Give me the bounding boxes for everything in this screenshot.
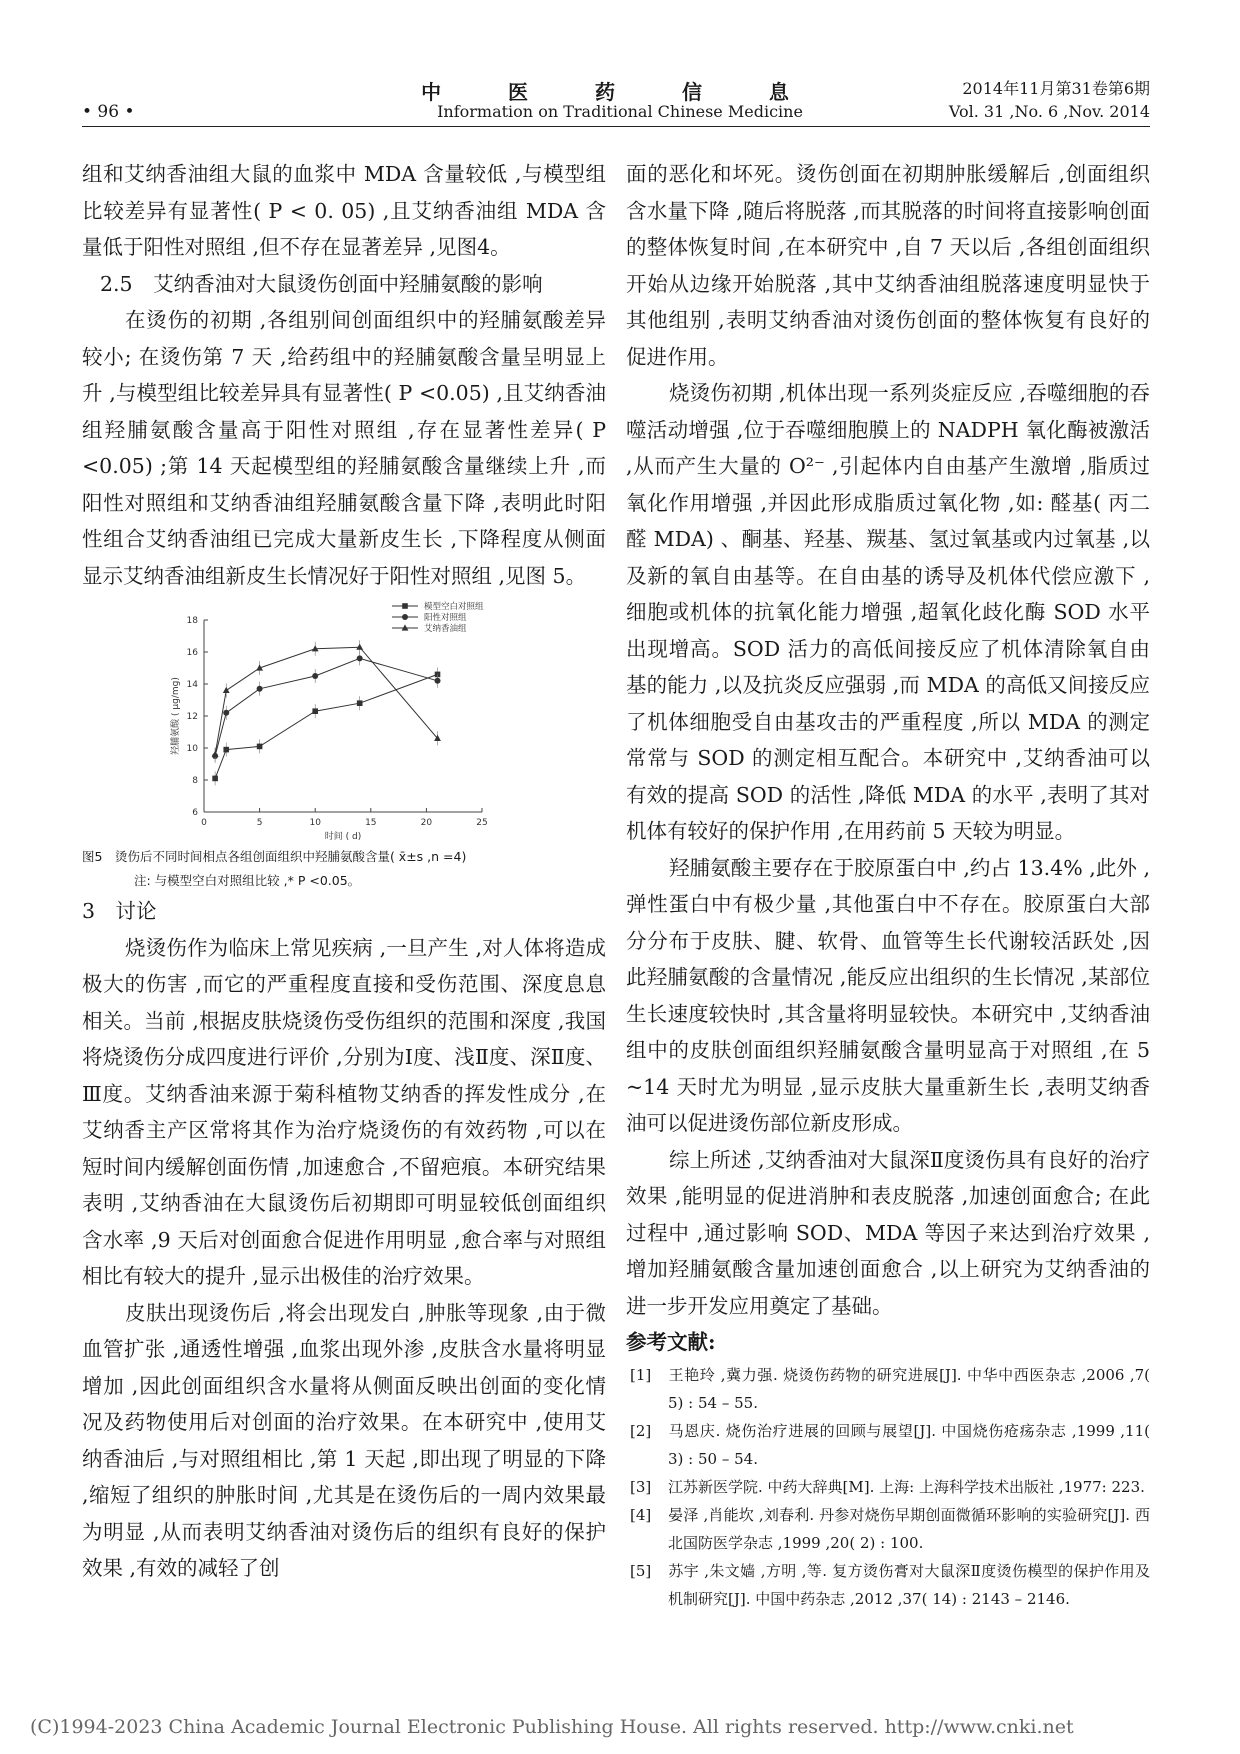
paragraph: 烧烫伤初期 ,机体出现一系列炎症反应 ,吞噬细胞的吞噬活动增强 ,位于吞噬细胞膜上的 NADPH 氧化酶被激活 ,从而产生大量的 O²⁻ ,引起体内自由基产生激增 ,脂质过氧化作用增强 ,并因此形成脂质过氧化物 ,如: 醛基( 丙二醛 MDA) 、酮基、羟基、羰基、氢过氧基或内过氧基 ,以及新的氧自由基等。在自由基的诱导及机体代偿应激下 ,细胞或机体的抗氧化能力增强 ,超氧化歧化酶 SOD 水平出现增高。SOD 活力的高低间接反应了机体清除氧自由基的能力 ,以及抗炎反应强弱 ,而 MDA 的高低又间接反应了机体细胞受自由基攻击的严重程度 ,所以 MDA 的测定常常与 SOD 的测定相互配合。本研究中 ,艾纳香油可以有效的提高 SOD 的活性 ,降低 MDA 的水平 ,表明了其对机体有较好的保护作用 ,在用药前 5 天较为明显。 bbox=[626, 381, 1150, 843]
x-tick-label: 5 bbox=[256, 818, 263, 828]
y-tick-label: 18 bbox=[186, 616, 198, 626]
reference-list bbox=[626, 1361, 1150, 1613]
legend-label: 阳性对照组 bbox=[424, 613, 467, 623]
series-line bbox=[215, 647, 437, 754]
reference-item bbox=[626, 1361, 1150, 1417]
data-point bbox=[356, 644, 363, 650]
page-number: • 96 • bbox=[82, 102, 135, 122]
data-point bbox=[312, 673, 318, 679]
journal-title-en: Information on Traditional Chinese Medicine bbox=[437, 102, 803, 121]
data-point bbox=[212, 751, 219, 757]
reference-text: 江苏新医学院. 中药大辞典[M]. 上海: 上海科学技术出版社 ,1977: 223. bbox=[668, 1477, 1145, 1496]
data-point bbox=[223, 747, 229, 753]
y-tick-label: 6 bbox=[192, 808, 198, 818]
data-point bbox=[402, 614, 408, 620]
reference-number: [5] bbox=[630, 1561, 652, 1580]
x-tick-label: 25 bbox=[476, 818, 488, 828]
issue-date: 2014年11月第31卷第6期 bbox=[962, 79, 1150, 98]
reference-number: [4] bbox=[630, 1505, 652, 1524]
hydroxyproline-line-chart bbox=[142, 598, 542, 841]
section-heading-3: 3 讨论 bbox=[82, 899, 157, 923]
paragraph: 组和艾纳香油组大鼠的血浆中 MDA 含量较低 ,与模型组比较差异有显著性( P < 0. 05) ,且艾纳香油组 MDA 含量低于阳性对照组 ,但不存在显著差异 ,见图4。 bbox=[82, 162, 606, 259]
y-tick-label: 14 bbox=[186, 680, 198, 690]
x-tick-label: 20 bbox=[420, 818, 433, 828]
x-tick-label: 0 bbox=[201, 818, 207, 828]
issue-volume: Vol. 31 ,No. 6 ,Nov. 2014 bbox=[948, 102, 1150, 121]
reference-text: 马恩庆. 烧伤治疗进展的回顾与展望[J]. 中国烧伤疮疡杂志 ,1999 ,11( 3) : 50 – 54. bbox=[668, 1421, 1150, 1468]
paragraph: 综上所述 ,艾纳香油对大鼠深Ⅱ度烫伤具有良好的治疗效果 ,能明显的促进消肿和表皮脱落 ,加速创面愈合; 在此过程中 ,通过影响 SOD、MDA 等因子来达到治疗效果 ,增加羟脯氨酸含量加速创面愈合 ,以上研究为艾纳香油的进一步开发应用奠定了基础。 bbox=[626, 1147, 1150, 1318]
paragraph: 羟脯氨酸主要存在于胶原蛋白中 ,约占 13.4% ,此外 ,弹性蛋白中有极少量 ,其他蛋白中不存在。胶原蛋白大部分分布于皮肤、腱、软骨、血管等生长代谢较活跃处 ,因此羟脯氨酸的含量情况 ,能反应出组织的生长情况 ,某部位生长速度较快时 ,其含量将明显较快。本研究中 ,艾纳香油组中的皮肤创面组织羟脯氨酸含量明显高于对照组 ,在 5 ~14 天时尤为明显 ,显示皮肤大量重新生长 ,表明艾纳香油可以促进烫伤部位新皮形成。 bbox=[626, 855, 1150, 1135]
x-tick-label: 10 bbox=[309, 818, 321, 828]
data-point bbox=[223, 687, 230, 693]
paragraph: 皮肤出现烫伤后 ,将会出现发白 ,肿胀等现象 ,由于微血管扩张 ,通透性增强 ,血浆出现外渗 ,皮肤含水量将明显增加 ,因此创面组织含水量将从侧面反映出创面的变化情况及药物使用后对创面的治疗效果。在本研究中 ,使用艾纳香油后 ,与对照组相比 ,第 1 天起 ,即出现了明显的下降 ,缩短了组织的肿胀时间 ,尤其是在烫伤后的一周内效果最为明显 ,从而表明艾纳香油对烫伤后的组织有良好的保护效果 ,有效的减轻了创 bbox=[82, 1300, 606, 1580]
y-tick-label: 10 bbox=[186, 744, 198, 754]
reference-number: [3] bbox=[630, 1477, 652, 1496]
figure-note: 注: 与模型空白对照组比较 ,* P <0.05。 bbox=[134, 873, 361, 888]
series-line bbox=[215, 674, 437, 778]
y-tick-label: 8 bbox=[192, 776, 198, 786]
data-point bbox=[357, 655, 363, 661]
data-point bbox=[257, 744, 263, 750]
paragraph: 面的恶化和坏死。烫伤创面在初期肿胀缓解后 ,创面组织含水量下降 ,随后将脱落 ,而其脱落的时间将直接影响创面的整体恢复时间 ,在本研究中 ,自 7 天以后 ,各组创面组织开始从边缘开始脱落 ,其中艾纳香油组脱落速度明显快于其他组别 ,表明艾纳香油对烫伤创面的整体恢复有良好的促进作用。 bbox=[626, 162, 1150, 369]
data-point bbox=[312, 708, 318, 714]
legend-label: 艾纳香油组 bbox=[424, 624, 467, 634]
reference-number: [1] bbox=[630, 1365, 652, 1384]
series-line bbox=[215, 658, 437, 756]
references-title: 参考文献: bbox=[626, 1330, 716, 1354]
header-rule bbox=[82, 126, 1150, 127]
x-tick-label: 15 bbox=[365, 818, 377, 828]
reference-item bbox=[626, 1417, 1150, 1473]
paragraph: 在烫伤的初期 ,各组别间创面组织中的羟脯氨酸差异较小; 在烫伤第 7 天 ,给药组中的羟脯氨酸含量呈明显上升 ,与模型组比较差异具有显著性( P <0.05) ,且艾纳香油组羟脯氨酸含量高于阳性对照组 ,存在显著性差异( P <0.05) ;第 14 天起模型组的羟脯氨酸含量继续上升 ,而阳性对照组和艾纳香油组羟脯氨酸含量下降 ,表明此时阳性组合艾纳香油组已完成大量新皮生长 ,下降程度从侧面显示艾纳香油组新皮生长情况好于阳性对照组 ,见图 5。 bbox=[82, 308, 606, 588]
series-circle bbox=[212, 651, 440, 763]
figure-caption: 图5 烫伤后不同时间相点各组创面组织中羟脯氨酸含量( x̄±s ,n =4) bbox=[82, 849, 467, 864]
data-point bbox=[257, 686, 263, 692]
data-point bbox=[402, 603, 408, 609]
data-point bbox=[223, 710, 229, 716]
left-column bbox=[82, 156, 606, 1587]
paragraph: 烧烫伤作为临床上常见疾病 ,一旦产生 ,对人体将造成极大的伤害 ,而它的严重程度直接和受伤范围、深度息息相关。当前 ,根据皮肤烧烫伤受伤组织的范围和深度 ,我国将烧烫伤分成四度进行评价 ,分别为Ⅰ度、浅Ⅱ度、深Ⅱ度、Ⅲ度。艾纳香油来源于菊科植物艾纳香的挥发性成分 ,在艾纳香主产区常将其作为治疗烧烫伤的有效药物 ,可以在短时间内缓解创面伤情 ,加速愈合 ,不留疤痕。本研究结果表明 ,艾纳香油在大鼠烫伤后初期即可明显较低创面组织含水率 ,9 天后对创面愈合促进作用明显 ,愈合率与对照组相比有较大的提升 ,显示出极佳的治疗效果。 bbox=[82, 935, 606, 1288]
reference-text: 王艳玲 ,冀力强. 烧烫伤药物的研究进展[J]. 中华中西医杂志 ,2006 ,7( 5) : 54 – 55. bbox=[668, 1365, 1150, 1412]
y-tick-label: 12 bbox=[186, 712, 198, 722]
reference-item bbox=[626, 1473, 1150, 1501]
reference-item bbox=[626, 1501, 1150, 1557]
reference-text: 苏宇 ,朱文嫱 ,方明 ,等. 复方烫伤膏对大鼠深Ⅱ度烫伤模型的保护作用及机制研究[J]. 中国中药杂志 ,2012 ,37( 14) : 2143 – 2146. bbox=[668, 1561, 1150, 1608]
reference-item bbox=[626, 1557, 1150, 1613]
x-axis-label: 时间 ( d) bbox=[324, 832, 362, 841]
data-point bbox=[357, 700, 363, 706]
figure-5 bbox=[142, 598, 542, 841]
journal-title-cn: 中 医 药 信 息 bbox=[421, 80, 819, 104]
series-triangle bbox=[212, 640, 441, 761]
right-column bbox=[626, 156, 1150, 1613]
copyright-footer: (C)1994-2023 China Academic Journal Electronic Publishing House. All rights reserved. http://www.cnki.net bbox=[30, 1716, 1074, 1738]
chart-axes bbox=[169, 616, 488, 841]
data-point bbox=[212, 776, 218, 782]
data-point bbox=[435, 678, 441, 684]
series-square bbox=[212, 667, 440, 785]
legend-label: 模型空白对照组 bbox=[424, 602, 484, 612]
reference-number: [2] bbox=[630, 1421, 652, 1440]
section-heading-2-5: 2.5 艾纳香油对大鼠烫伤创面中羟脯氨酸的影响 bbox=[100, 271, 543, 296]
reference-text: 晏泽 ,肖能坎 ,刘春利. 丹参对烧伤早期创面微循环影响的实验研究[J]. 西北国防医学杂志 ,1999 ,20( 2) : 100. bbox=[668, 1505, 1150, 1552]
y-axis-label: 羟脯氨酸 ( μg/mg) bbox=[171, 677, 181, 755]
y-tick-label: 16 bbox=[186, 648, 198, 658]
chart-series bbox=[212, 640, 441, 785]
chart-legend bbox=[392, 601, 484, 634]
